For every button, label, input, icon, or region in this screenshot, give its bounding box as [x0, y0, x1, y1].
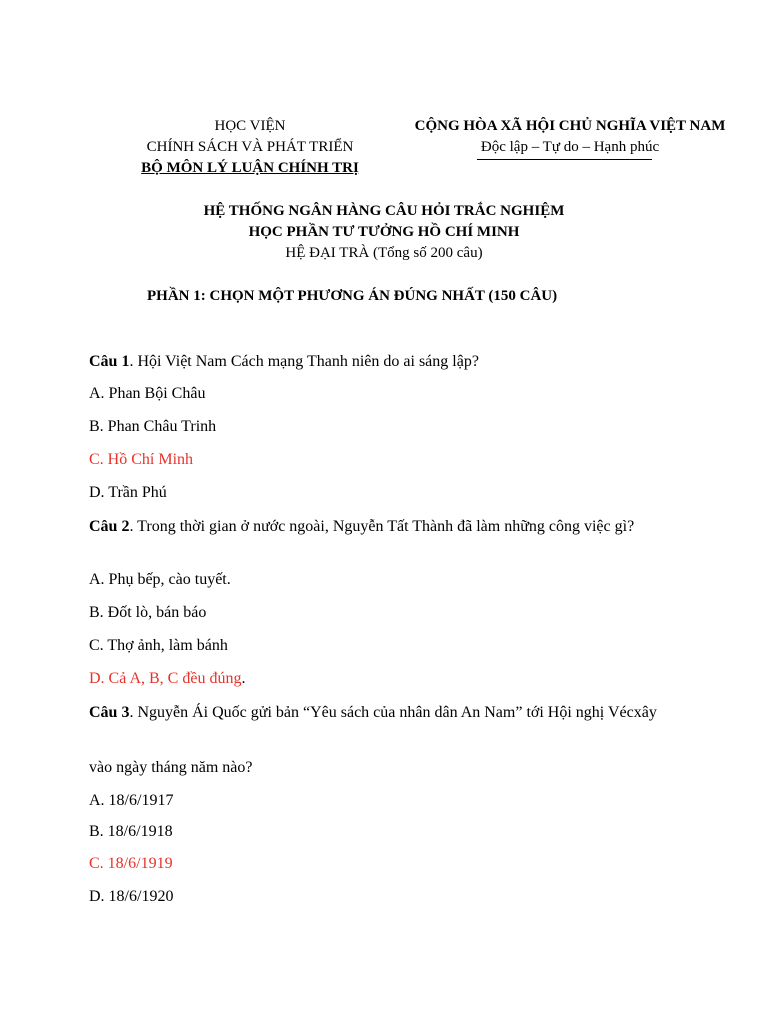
q1-option-c-correct: C. Hồ Chí Minh [89, 451, 194, 468]
q2-option-d-correct: D. Cả A, B, C đều đúng [89, 670, 242, 687]
question-3 [89, 703, 689, 723]
q2-option-d-suffix: . [241, 670, 246, 687]
institution-name: HỌC VIỆN [214, 118, 286, 134]
section-heading: PHẦN 1: CHỌN MỘT PHƯƠNG ÁN ĐÚNG NHẤT (150 CÂU) [147, 288, 558, 304]
question-1-text: . Hội Việt Nam Cách mạng Thanh niên do ai sáng lập? [129, 353, 479, 370]
country-name: CỘNG HÒA XÃ HỘI CHỦ NGHĨA VIỆT NAM [414, 118, 726, 134]
department-name-text: BỘ MÔN LÝ LUẬN CHÍNH TRỊ [141, 160, 359, 176]
question-3-label: Câu 3 [89, 704, 130, 721]
question-1 [89, 352, 689, 372]
motto-underline [477, 159, 652, 160]
doc-title-line2: HỌC PHẦN TƯ TƯỞNG HỒ CHÍ MINH [248, 224, 520, 240]
q1-option-b: B. Phan Châu Trinh [89, 418, 217, 435]
q2-option-a: A. Phụ bếp, cào tuyết. [89, 571, 231, 588]
q3-option-d: D. 18/6/1920 [89, 888, 174, 905]
q1-option-a: A. Phan Bội Châu [89, 385, 206, 402]
q2-option-c: C. Thợ ảnh, làm bánh [89, 637, 228, 654]
q2-option-b: B. Đốt lò, bán báo [89, 604, 207, 621]
national-motto: Độc lập – Tự do – Hạnh phúc [480, 139, 660, 155]
institution-subname: CHÍNH SÁCH VÀ PHÁT TRIỂN [146, 139, 354, 155]
doc-title-line3: HỆ ĐẠI TRÀ (Tổng số 200 câu) [285, 245, 483, 261]
question-2-text: . Trong thời gian ở nước ngoài, Nguyễn Tất Thành đã làm những công việc gì? [129, 518, 635, 535]
q3-option-a: A. 18/6/1917 [89, 792, 174, 809]
question-2-label: Câu 2 [89, 518, 130, 535]
department-name [120, 160, 380, 177]
question-1-label: Câu 1 [89, 353, 130, 370]
q3-option-c-correct: C. 18/6/1919 [89, 855, 173, 872]
question-3-text: . Nguyễn Ái Quốc gửi bản “Yêu sách của nhân dân An Nam” tới Hội nghị Vécxây [129, 704, 657, 721]
doc-title-line1: HỆ THỐNG NGÂN HÀNG CÂU HỎI TRẮC NGHIỆM [203, 203, 565, 219]
question-2 [89, 517, 689, 537]
q1-option-d: D. Trần Phú [89, 484, 167, 501]
question-3-continuation: vào ngày tháng năm nào? [89, 759, 253, 776]
q3-option-b: B. 18/6/1918 [89, 823, 173, 840]
q2-option-d [89, 670, 245, 688]
